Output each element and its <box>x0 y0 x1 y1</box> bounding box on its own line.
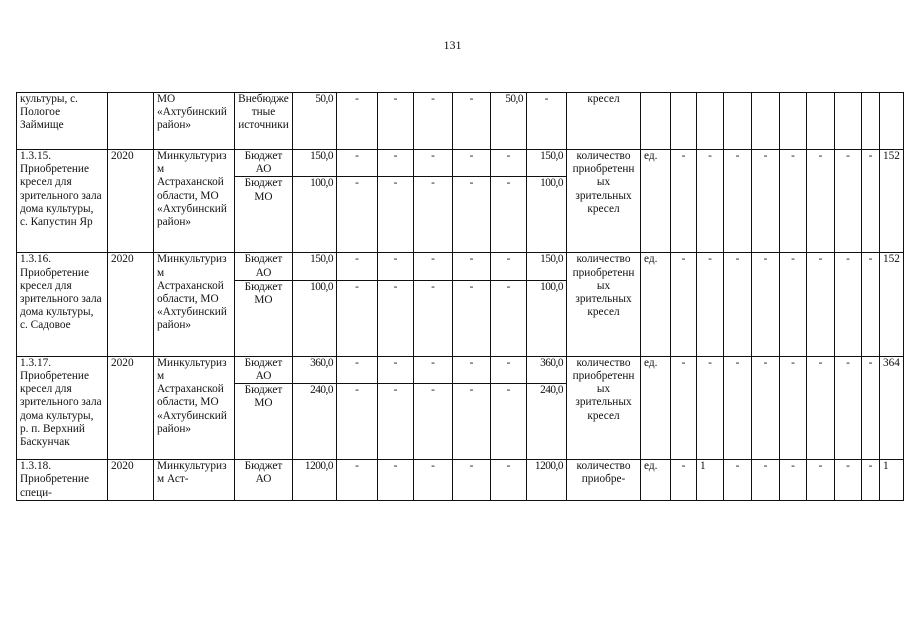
yearly-amount-cell: - <box>414 460 453 501</box>
total-amount-cell: 100,0 <box>293 177 337 253</box>
executor-cell: Минкультуризм Астраханской области, МО «Ахтубинский район» <box>154 253 235 356</box>
yearly-amount-cell: - <box>414 177 453 253</box>
target-value-cell: 152 <box>880 253 904 356</box>
target-value-cell: - <box>671 356 697 459</box>
yearly-amount-cell: - <box>453 384 491 460</box>
table-row <box>17 150 904 177</box>
target-value-cell: - <box>862 253 880 356</box>
table-row <box>17 253 904 280</box>
activity-name-cell: 1.3.18. Приобретение специ- <box>17 460 108 501</box>
yearly-amount-cell: - <box>491 384 527 460</box>
target-value-cell: - <box>862 356 880 459</box>
executor-cell: Минкультуризм Астраханской области, МО «Ахтубинский район» <box>154 150 235 253</box>
target-value-cell: - <box>752 356 780 459</box>
yearly-amount-cell: - <box>378 253 414 280</box>
yearly-amount-cell: - <box>491 280 527 356</box>
target-value-cell: - <box>807 253 835 356</box>
yearly-amount-cell: - <box>378 150 414 177</box>
indicator-cell: количество приобретенных зрительных кресел <box>567 253 641 356</box>
yearly-amount-cell: - <box>378 356 414 383</box>
year-cell: 2020 <box>108 460 154 501</box>
target-value-cell: - <box>862 150 880 253</box>
target-value-cell: - <box>697 150 724 253</box>
target-value-cell <box>880 93 904 150</box>
page-number: 131 <box>443 38 462 52</box>
yearly-amount-cell: 360,0 <box>527 356 567 383</box>
yearly-amount-cell: - <box>337 177 378 253</box>
target-value-cell <box>807 93 835 150</box>
target-value-cell <box>780 93 807 150</box>
yearly-amount-cell: 1200,0 <box>527 460 567 501</box>
yearly-amount-cell: - <box>453 460 491 501</box>
funding-source-cell: Бюджет АО <box>235 253 293 280</box>
executor-cell: Минкультуризм Аст- <box>154 460 235 501</box>
yearly-amount-cell: - <box>414 384 453 460</box>
target-value-cell: - <box>835 150 862 253</box>
year-cell: 2020 <box>108 253 154 356</box>
yearly-amount-cell: - <box>453 150 491 177</box>
unit-cell: ед. <box>641 253 671 356</box>
yearly-amount-cell: - <box>453 93 491 150</box>
funding-source-cell: Бюджет АО <box>235 460 293 501</box>
unit-cell: ед. <box>641 150 671 253</box>
table-row <box>17 93 904 150</box>
yearly-amount-cell: - <box>491 460 527 501</box>
yearly-amount-cell: - <box>337 460 378 501</box>
yearly-amount-cell: - <box>378 460 414 501</box>
total-amount-cell: 1200,0 <box>293 460 337 501</box>
target-value-cell: - <box>671 253 697 356</box>
target-value-cell: - <box>835 460 862 501</box>
target-value-cell: - <box>671 460 697 501</box>
yearly-amount-cell: 100,0 <box>527 280 567 356</box>
target-value-cell: - <box>780 356 807 459</box>
executor-cell: Минкультуризм Астраханской области, МО «Ахтубинский район» <box>154 356 235 459</box>
yearly-amount-cell: - <box>414 253 453 280</box>
target-value-cell: - <box>862 460 880 501</box>
yearly-amount-cell: - <box>337 356 378 383</box>
indicator-cell: количество приобре- <box>567 460 641 501</box>
yearly-amount-cell: - <box>491 356 527 383</box>
activity-name-cell: 1.3.16. Приобретение кресел для зрительного зала дома культуры, с. Садовое <box>17 253 108 356</box>
total-amount-cell: 100,0 <box>293 280 337 356</box>
yearly-amount-cell: 100,0 <box>527 177 567 253</box>
yearly-amount-cell: - <box>378 384 414 460</box>
target-value-cell: - <box>697 356 724 459</box>
executor-cell: МО «Ахтубинский район» <box>154 93 235 150</box>
program-table <box>16 92 904 501</box>
year-cell: 2020 <box>108 150 154 253</box>
target-value-cell <box>862 93 880 150</box>
table-row <box>17 356 904 383</box>
funding-source-cell: Бюджет МО <box>235 280 293 356</box>
total-amount-cell: 150,0 <box>293 253 337 280</box>
target-value-cell: 1 <box>880 460 904 501</box>
activity-name-cell: 1.3.15. Приобретение кресел для зрительного зала дома культуры, с. Капустин Яр <box>17 150 108 253</box>
yearly-amount-cell: 50,0 <box>491 93 527 150</box>
yearly-amount-cell: - <box>378 280 414 356</box>
target-value-cell: - <box>752 150 780 253</box>
total-amount-cell: 50,0 <box>293 93 337 150</box>
target-value-cell: - <box>724 253 752 356</box>
target-value-cell: 152 <box>880 150 904 253</box>
yearly-amount-cell: - <box>337 150 378 177</box>
activity-name-cell: культуры, с. Пологое Займище <box>17 93 108 150</box>
funding-source-cell: Бюджет АО <box>235 150 293 177</box>
yearly-amount-cell: - <box>378 177 414 253</box>
yearly-amount-cell: - <box>527 93 567 150</box>
target-value-cell <box>697 93 724 150</box>
indicator-cell: кресел <box>567 93 641 150</box>
total-amount-cell: 240,0 <box>293 384 337 460</box>
target-value-cell <box>752 93 780 150</box>
activity-name-cell: 1.3.17. Приобретение кресел для зрительного зала дома культуры, р. п. Верхний Баскунчак <box>17 356 108 459</box>
target-value-cell: 1 <box>697 460 724 501</box>
yearly-amount-cell: - <box>337 93 378 150</box>
target-value-cell: - <box>835 253 862 356</box>
target-value-cell: - <box>780 460 807 501</box>
yearly-amount-cell: - <box>414 150 453 177</box>
yearly-amount-cell: - <box>491 150 527 177</box>
year-cell <box>108 93 154 150</box>
total-amount-cell: 150,0 <box>293 150 337 177</box>
target-value-cell: - <box>752 253 780 356</box>
target-value-cell: - <box>724 460 752 501</box>
yearly-amount-cell: 150,0 <box>527 150 567 177</box>
year-cell: 2020 <box>108 356 154 459</box>
indicator-cell: количество приобретенных зрительных кресел <box>567 356 641 459</box>
funding-source-cell: Бюджет АО <box>235 356 293 383</box>
funding-source-cell: Бюджет МО <box>235 384 293 460</box>
yearly-amount-cell: - <box>453 356 491 383</box>
yearly-amount-cell: - <box>453 280 491 356</box>
target-value-cell <box>835 93 862 150</box>
target-value-cell: - <box>671 150 697 253</box>
yearly-amount-cell: - <box>414 93 453 150</box>
funding-source-cell: Бюджет МО <box>235 177 293 253</box>
yearly-amount-cell: - <box>414 356 453 383</box>
yearly-amount-cell: - <box>378 93 414 150</box>
yearly-amount-cell: - <box>453 177 491 253</box>
target-value-cell: - <box>724 150 752 253</box>
target-value-cell: - <box>752 460 780 501</box>
yearly-amount-cell: - <box>491 177 527 253</box>
indicator-cell: количество приобретенных зрительных кресел <box>567 150 641 253</box>
target-value-cell: - <box>780 253 807 356</box>
target-value-cell: - <box>807 150 835 253</box>
target-value-cell: - <box>697 253 724 356</box>
target-value-cell: - <box>724 356 752 459</box>
yearly-amount-cell: - <box>337 384 378 460</box>
yearly-amount-cell: - <box>453 253 491 280</box>
yearly-amount-cell: - <box>491 253 527 280</box>
unit-cell: ед. <box>641 460 671 501</box>
yearly-amount-cell: 240,0 <box>527 384 567 460</box>
target-value-cell: - <box>807 460 835 501</box>
target-value-cell <box>671 93 697 150</box>
yearly-amount-cell: - <box>414 280 453 356</box>
target-value-cell: - <box>835 356 862 459</box>
yearly-amount-cell: - <box>337 253 378 280</box>
total-amount-cell: 360,0 <box>293 356 337 383</box>
target-value-cell: - <box>780 150 807 253</box>
unit-cell: ед. <box>641 356 671 459</box>
funding-source-cell: Внебюджетные источники <box>235 93 293 150</box>
target-value-cell <box>724 93 752 150</box>
yearly-amount-cell: - <box>337 280 378 356</box>
table-row <box>17 460 904 501</box>
target-value-cell: - <box>807 356 835 459</box>
yearly-amount-cell: 150,0 <box>527 253 567 280</box>
unit-cell <box>641 93 671 150</box>
target-value-cell: 364 <box>880 356 904 459</box>
